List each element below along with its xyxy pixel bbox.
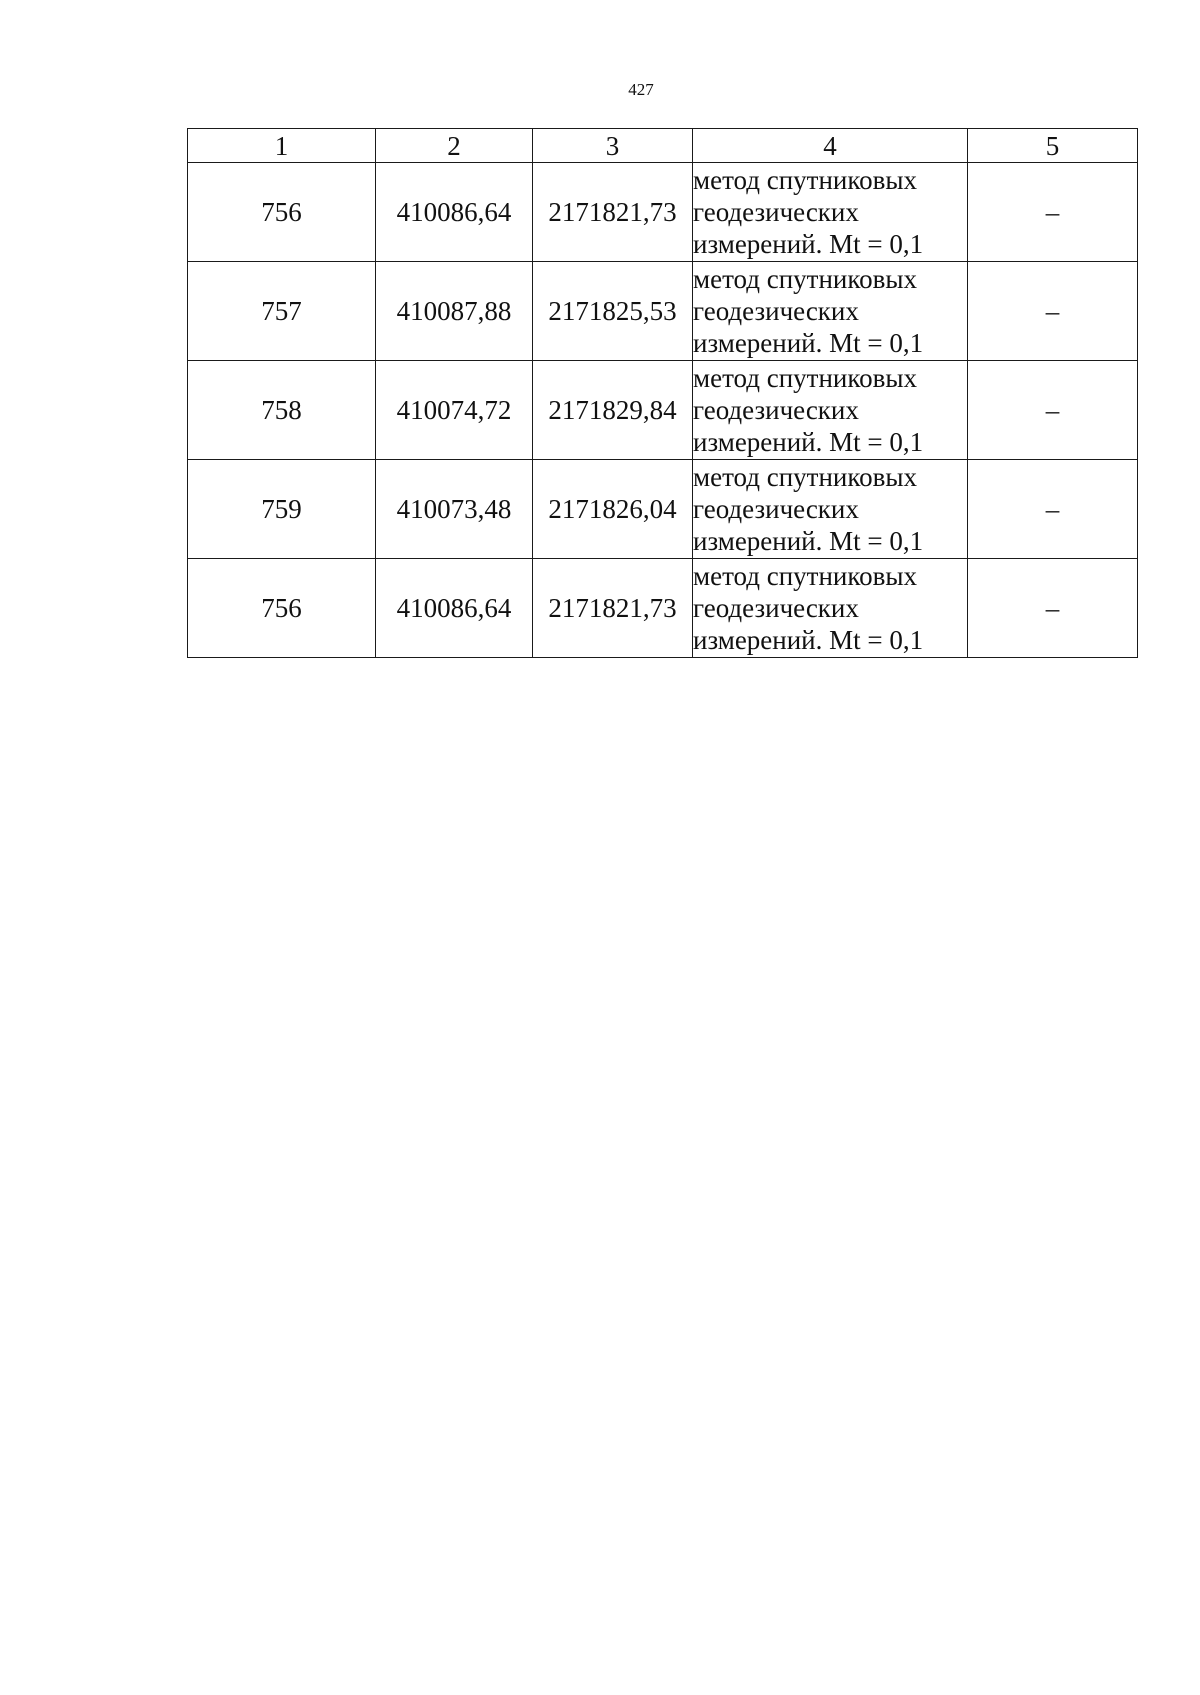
column-header-3: 3 [533,129,693,163]
method-cell [693,361,968,460]
note-cell: – [968,460,1138,559]
y-coordinate-cell: 2171829,84 [533,361,693,460]
note-cell: – [968,361,1138,460]
table-row [188,559,1138,658]
note-cell: – [968,559,1138,658]
page-number: 427 [628,80,654,99]
point-number-cell: 757 [188,262,376,361]
point-number-cell: 759 [188,460,376,559]
note-cell: – [968,262,1138,361]
coordinates-table [187,128,1138,658]
method-line: метод спутниковых [693,165,917,195]
method-line: геодезических [693,296,859,326]
method-line: метод спутниковых [693,264,917,294]
method-line: измерений. Mt = 0,1 [693,229,924,259]
column-header-4: 4 [693,129,968,163]
method-cell [693,262,968,361]
y-coordinate-cell: 2171821,73 [533,163,693,262]
x-coordinate-cell: 410074,72 [376,361,533,460]
x-coordinate-cell: 410073,48 [376,460,533,559]
y-coordinate-cell: 2171825,53 [533,262,693,361]
method-line: метод спутниковых [693,363,917,393]
method-cell [693,559,968,658]
method-line: геодезических [693,494,859,524]
note-cell: – [968,163,1138,262]
column-header-5: 5 [968,129,1138,163]
x-coordinate-cell: 410086,64 [376,163,533,262]
table-row [188,361,1138,460]
table-row [188,460,1138,559]
method-line: геодезических [693,197,859,227]
method-line: метод спутниковых [693,462,917,492]
method-line: измерений. Mt = 0,1 [693,427,924,457]
method-line: метод спутниковых [693,561,917,591]
point-number-cell: 758 [188,361,376,460]
method-cell [693,163,968,262]
method-line: измерений. Mt = 0,1 [693,328,924,358]
table-header-row [188,129,1138,163]
method-line: геодезических [693,593,859,623]
y-coordinate-cell: 2171826,04 [533,460,693,559]
table-row [188,262,1138,361]
method-line: измерений. Mt = 0,1 [693,625,924,655]
x-coordinate-cell: 410086,64 [376,559,533,658]
y-coordinate-cell: 2171821,73 [533,559,693,658]
point-number-cell: 756 [188,163,376,262]
method-line: измерений. Mt = 0,1 [693,526,924,556]
method-line: геодезических [693,395,859,425]
column-header-1: 1 [188,129,376,163]
method-cell [693,460,968,559]
point-number-cell: 756 [188,559,376,658]
x-coordinate-cell: 410087,88 [376,262,533,361]
column-header-2: 2 [376,129,533,163]
table-row [188,163,1138,262]
